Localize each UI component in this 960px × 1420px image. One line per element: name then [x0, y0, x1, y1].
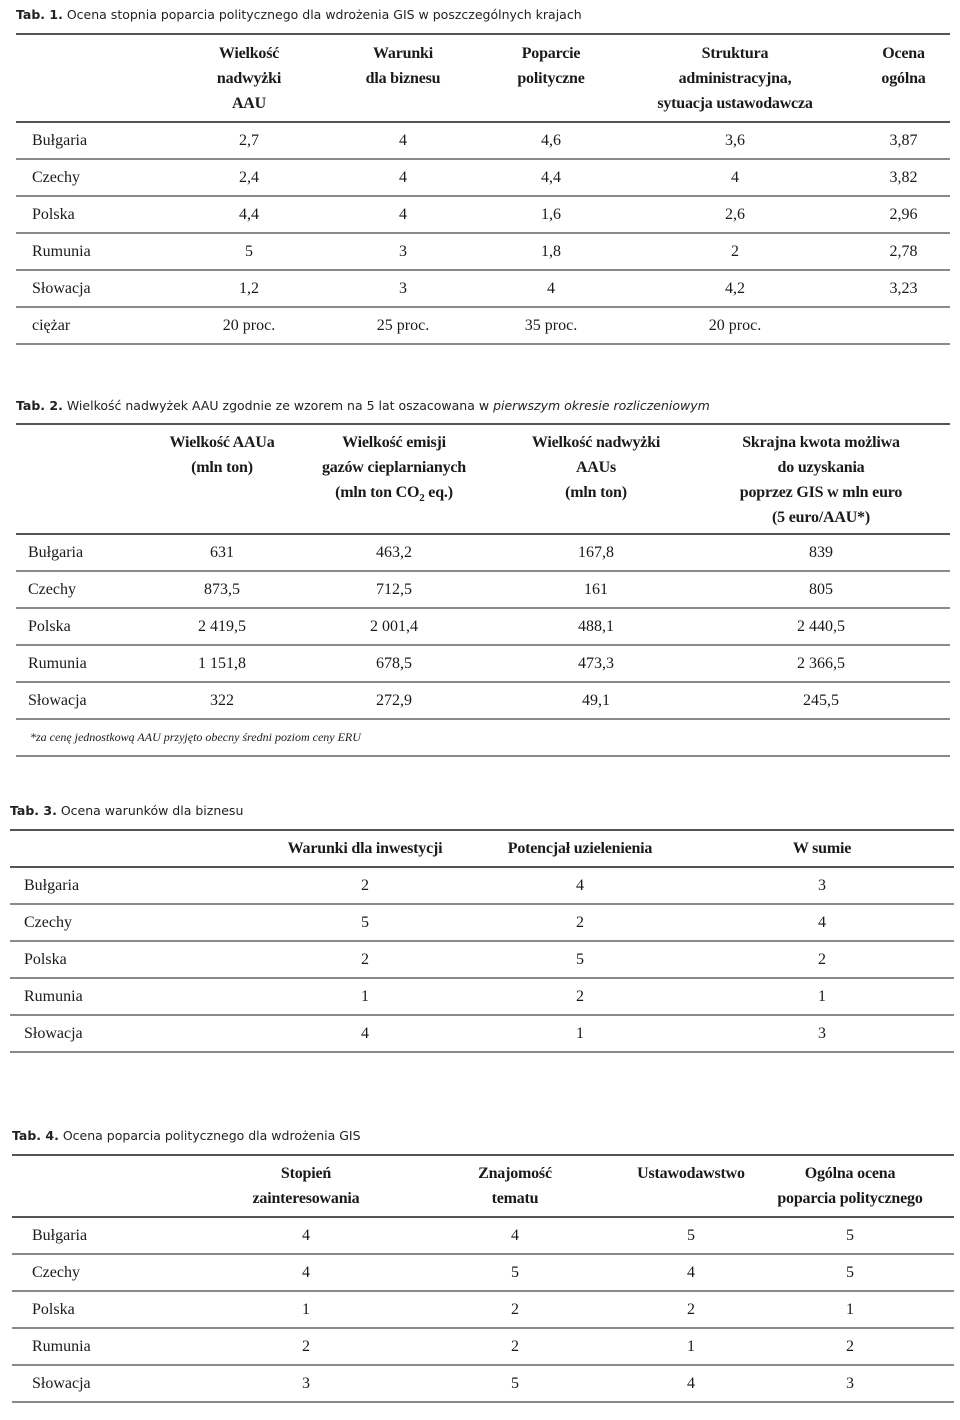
table-cell: 4 [687, 1263, 695, 1281]
table-cell: 1 [576, 1024, 584, 1042]
table-row [10, 941, 954, 978]
tab4-header-col-2-line-2: tematu [491, 1190, 539, 1207]
row-label: Bułgaria [32, 131, 88, 149]
tab4-header-col-1-line-2: zainteresowania [252, 1190, 360, 1207]
row-label: Polska [24, 950, 67, 968]
row-label: Polska [32, 1300, 75, 1318]
table-cell: 2 366,5 [797, 654, 845, 672]
table-cell: 2 [302, 1337, 310, 1355]
tab1-header-col-1-line-1: Wielkość [218, 45, 280, 62]
tab2-header-col-2-line-1: Wielkość emisji [342, 434, 446, 451]
tab2-header-col-1-line-1: Wielkość AAUa [169, 434, 275, 451]
tab2-header-col-2 [288, 424, 500, 534]
row-label: Czechy [28, 580, 76, 598]
table-cell: 1 [687, 1337, 695, 1355]
table-cell: 873,5 [204, 580, 240, 598]
table-cell: 5 [511, 1263, 519, 1281]
table-cell: 1 [361, 987, 369, 1005]
tab3-header-col-2: Potencjał uzielenienia [507, 840, 653, 857]
row-label: Słowacja [24, 1024, 83, 1042]
tab2-header-col-4-line-2: do uzyskania [777, 459, 865, 476]
table-cell: 5 [846, 1263, 854, 1281]
table-row [16, 233, 950, 270]
table-cell: 35 proc. [524, 316, 578, 334]
tab2-header-col-3-line-1: Wielkość nadwyżki [531, 434, 661, 451]
footnote-row [16, 719, 950, 756]
tab4-caption-number: Tab. 4. [12, 1128, 59, 1143]
table-cell: 322 [210, 691, 234, 709]
tab2-caption-number: Tab. 2. [16, 398, 63, 413]
table-cell: 2 [511, 1300, 519, 1318]
table-row [12, 1328, 954, 1365]
tab4-header-col-1 [218, 1155, 394, 1217]
tab1-caption-number: Tab. 1. [16, 7, 63, 22]
table-row [12, 1365, 954, 1402]
tab4-header-col-2-line-1: Znajomość [478, 1165, 552, 1182]
table-cell: 3,82 [889, 168, 918, 186]
row-label: Słowacja [32, 1374, 91, 1392]
table-cell: 4 [731, 168, 739, 186]
table-cell: 463,2 [376, 543, 412, 561]
tab4-header-col-4 [746, 1155, 954, 1217]
table-cell: 1 151,8 [198, 654, 246, 672]
table-cell: 678,5 [376, 654, 412, 672]
table-cell: 167,8 [578, 543, 614, 561]
table-row [10, 904, 954, 941]
table-cell: 3 [818, 876, 826, 894]
table-row [12, 1217, 954, 1254]
weight-row [16, 307, 950, 344]
table-cell: 1 [818, 987, 826, 1005]
table-row [10, 978, 954, 1015]
table-cell: 473,3 [578, 654, 614, 672]
tab2-header-col-4 [692, 424, 950, 534]
tab1-caption [16, 7, 582, 22]
table-cell: 272,9 [376, 691, 412, 709]
table-row [16, 196, 950, 233]
table-cell: 1,6 [541, 205, 561, 223]
tab2-header-col-2-line-3 [288, 480, 500, 511]
table-row [12, 1291, 954, 1328]
table-cell: 4 [687, 1374, 695, 1392]
table-cell: 2 [731, 242, 739, 260]
table-cell: 4,2 [725, 279, 745, 297]
table-cell: 1,2 [239, 279, 259, 297]
tab1-header-col-1 [181, 34, 317, 122]
table-cell: 805 [809, 580, 833, 598]
row-label: Bułgaria [24, 876, 80, 894]
table-cell: 4 [399, 131, 407, 149]
table-row [16, 682, 950, 719]
tab3-caption-text: Ocena warunków dla biznesu [60, 803, 244, 818]
tab2-caption [16, 398, 710, 413]
tab3-caption [10, 803, 243, 818]
tab1-header-col-4-line-1: Struktura [701, 45, 769, 62]
table-cell: 4,4 [239, 205, 259, 223]
table-cell: 4 [511, 1226, 519, 1244]
table-row [12, 1254, 954, 1291]
tab3-header-col-1: Warunki dla inwestycji [287, 840, 443, 857]
table-cell: 1,8 [541, 242, 561, 260]
table-cell: 245,5 [803, 691, 839, 709]
tab4-header-col-3 [636, 1155, 746, 1217]
tab1-header-row-label [16, 34, 181, 122]
row-label: Czechy [32, 168, 80, 186]
tab4 [12, 1154, 954, 1403]
table-cell: 2 [687, 1300, 695, 1318]
table-cell [857, 307, 950, 344]
tab2-header-col-2-line-3-tail: eq.) [424, 484, 453, 501]
table-cell: 2 [818, 950, 826, 968]
table-cell: 712,5 [376, 580, 412, 598]
tab1-header-col-4 [613, 34, 857, 122]
tab4-header-col-2 [394, 1155, 636, 1217]
tab1-header-col-3-line-1: Poparcie [521, 45, 581, 62]
tab1-header-col-2 [317, 34, 489, 122]
table-cell: 4 [576, 876, 584, 894]
tab3 [10, 829, 954, 1053]
table-cell: 3 [818, 1024, 826, 1042]
tab2-header-row-label [16, 424, 156, 534]
table-cell: 4 [547, 279, 555, 297]
table-row [16, 608, 950, 645]
table-cell: 839 [809, 543, 833, 561]
table-cell: 2 [361, 950, 369, 968]
table-cell: 4 [302, 1263, 310, 1281]
table-row [16, 159, 950, 196]
table-cell: 20 proc. [708, 316, 762, 334]
table-cell: 3,6 [725, 131, 745, 149]
table-cell: 3 [399, 242, 407, 260]
table-cell: 2,78 [889, 242, 918, 260]
tab1-header-col-5-line-1: Ocena [882, 45, 925, 62]
tab4-header-col-4-line-1: Ogólna ocena [804, 1165, 896, 1182]
tab4-header-col-4-line-2: poparcia politycznego [777, 1190, 923, 1207]
tab1-header-col-3-line-2: polityczne [517, 70, 585, 87]
table-cell: 3 [399, 279, 407, 297]
co2-subscript: 2 [419, 492, 425, 505]
tab1-header-col-2-line-1: Warunki [373, 45, 433, 62]
tab1-header-col-2-line-2: dla biznesu [365, 70, 441, 87]
table-row [16, 270, 950, 307]
table-cell: 25 proc. [376, 316, 430, 334]
table-cell: 5 [576, 950, 584, 968]
table-cell: 4 [399, 205, 407, 223]
tab2-header-col-1-line-2: (mln ton) [191, 459, 253, 476]
row-label: Rumunia [24, 987, 83, 1005]
table-cell: 4,6 [541, 131, 561, 149]
table-cell: 5 [361, 913, 369, 931]
table-row [16, 122, 950, 159]
tab1-caption-text: Ocena stopnia poparcia politycznego dla wdrożenia GIS w poszczególnych krajach [66, 7, 582, 22]
tab1-header-col-3 [489, 34, 613, 122]
table-cell: 2,6 [725, 205, 745, 223]
row-label: Rumunia [32, 242, 91, 260]
table-cell: 5 [687, 1226, 695, 1244]
tab1-header-col-5 [857, 34, 950, 122]
tab1-header-col-1-line-3: AAU [231, 95, 267, 112]
tab1-header-col-1-line-2: nadwyżki [216, 70, 282, 87]
row-label: Polska [28, 617, 71, 635]
table-cell: 3,23 [889, 279, 918, 297]
table-cell: 1 [846, 1300, 854, 1318]
tab2-header-col-3-line-3: (mln ton) [565, 484, 627, 501]
row-label: Słowacja [28, 691, 87, 709]
table-cell: 2 [846, 1337, 854, 1355]
table-cell: 3 [302, 1374, 310, 1392]
table-cell: 488,1 [578, 617, 614, 635]
row-label: Bułgaria [28, 543, 84, 561]
table-cell: 5 [245, 242, 253, 260]
table-cell: 2 [576, 913, 584, 931]
table-cell: 2 001,4 [370, 617, 418, 635]
table-row [16, 645, 950, 682]
tab4-header-col-1-line-1: Stopień [280, 1165, 332, 1182]
tab2 [16, 423, 950, 757]
tab2-header-col-2-line-2: gazów cieplarnianych [322, 459, 466, 476]
row-label: Rumunia [28, 654, 87, 672]
tab2-footnote: *za cenę jednostkową AAU przyjęto obecny średni poziom ceny ERU [30, 730, 361, 744]
tab4-header-col-3-line-1: Ustawodawstwo [637, 1165, 745, 1182]
table-cell: 5 [846, 1226, 854, 1244]
row-label: Bułgaria [32, 1226, 88, 1244]
row-label: Rumunia [32, 1337, 91, 1355]
table-cell: 4 [361, 1024, 369, 1042]
tab1-header-col-4-line-2: administracyjna, [678, 70, 792, 87]
table-cell: 3,87 [889, 131, 918, 149]
table-cell: 4 [302, 1226, 310, 1244]
tab2-header-col-1 [156, 424, 288, 534]
tab2-caption-italic: pierwszym okresie rozliczeniowym [493, 398, 710, 413]
row-label: ciężar [32, 316, 71, 334]
table-cell: 2 419,5 [198, 617, 246, 635]
row-label: Polska [32, 205, 75, 223]
tab1-header-col-5-line-2: ogólna [881, 70, 926, 87]
tab2-header-col-3 [500, 424, 692, 534]
row-label: Słowacja [32, 279, 91, 297]
tab2-caption-text: Wielkość nadwyżek AAU zgodnie ze wzorem na 5 lat oszacowana w [66, 398, 490, 413]
table-cell: 2,96 [889, 205, 918, 223]
table-row [16, 571, 950, 608]
tab2-header-col-3-line-2: AAUs [575, 459, 617, 476]
table-cell: 2 [511, 1337, 519, 1355]
tab1 [16, 33, 950, 345]
table-cell: 631 [210, 543, 234, 561]
table-cell: 2 [576, 987, 584, 1005]
table-cell: 20 proc. [222, 316, 276, 334]
tab4-caption-text: Ocena poparcia politycznego dla wdrożenia GIS [62, 1128, 361, 1143]
tab2-header-col-4-line-4: (5 euro/AAU*) [772, 509, 870, 526]
table-row [10, 867, 954, 904]
table-cell: 5 [511, 1374, 519, 1392]
row-label: Czechy [32, 1263, 80, 1281]
tab3-header-row-label [10, 830, 260, 867]
tab2-header-col-4-line-1: Skrajna kwota możliwa [742, 434, 900, 451]
tab1-header-col-4-line-3: sytuacja ustawodawcza [657, 95, 813, 112]
table-cell: 4,4 [541, 168, 561, 186]
tab2-header-col-4-line-3: poprzez GIS w mln euro [739, 484, 903, 501]
tab3-caption-number: Tab. 3. [10, 803, 57, 818]
table-cell: 3 [846, 1374, 854, 1392]
tab4-header-row-label [12, 1155, 218, 1217]
table-cell: 2,7 [239, 131, 259, 149]
table-cell: 4 [818, 913, 826, 931]
tab4-caption [12, 1128, 361, 1143]
row-label: Czechy [24, 913, 72, 931]
table-cell: 2 [361, 876, 369, 894]
table-cell: 161 [584, 580, 608, 598]
tab2-header-col-2-line-3-text: (mln ton CO [335, 484, 420, 501]
table-cell: 2 440,5 [797, 617, 845, 635]
table-cell: 4 [399, 168, 407, 186]
table-cell: 2,4 [239, 168, 259, 186]
tab3-header-col-3: W sumie [792, 840, 852, 857]
table-cell: 49,1 [582, 691, 610, 709]
table-row [16, 534, 950, 571]
table-row [10, 1015, 954, 1052]
table-cell: 1 [302, 1300, 310, 1318]
